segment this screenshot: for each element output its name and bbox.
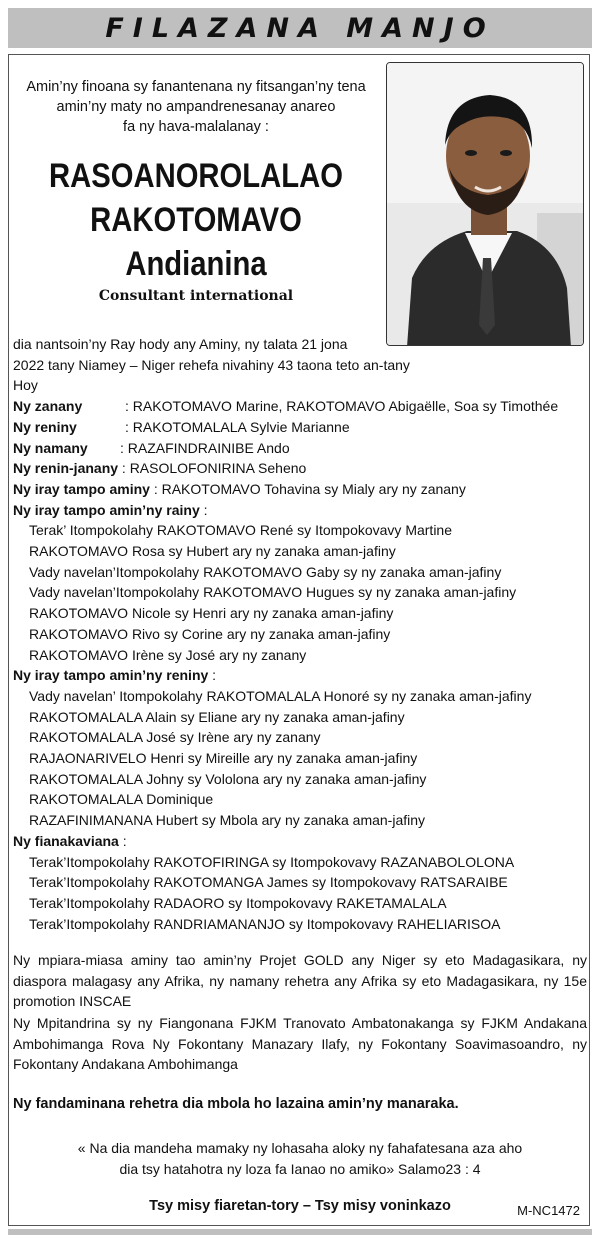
list-item: RAKOTOMALALA Dominique <box>29 791 214 808</box>
portrait-photo <box>386 62 584 346</box>
list-item: RAKOTOMALALA José sy Irène ary ny zanany <box>29 729 321 746</box>
header-banner <box>8 8 592 48</box>
relative-row <box>13 479 558 500</box>
list-item: RAKOTOMALALA Alain sy Eliane ary ny zanaka aman-jafiny <box>29 708 405 725</box>
group-heading <box>13 665 558 686</box>
relative-row <box>13 438 558 459</box>
list-item: Terak’Itompokolahy RAKOTOFIRINGA sy Itompokovavy RAZANABOLOLONA <box>29 853 515 870</box>
header-title: FILAZANA MANJO <box>105 12 495 44</box>
list-item: RAJAONARIVELO Henri sy Mireille ary ny zanaka aman-jafiny <box>29 750 418 767</box>
group-suffix: : <box>199 501 208 518</box>
list-item: Vady navelan’Itompokolahy RAKOTOMAVO Gaby sy ny zanaka aman-jafiny <box>29 563 502 580</box>
list-item: Vady navelan’Itompokolahy RAKOTOMAVO Hugues sy ny zanaka aman-jafiny <box>29 584 517 601</box>
list-item: RAKOTOMAVO Irène sy José ary ny zanany <box>29 646 307 663</box>
relative-value: : RAZAFINDRAINIBE Ando <box>120 439 290 456</box>
bottom-bar <box>8 1229 592 1235</box>
deceased-profession: Consultant international <box>98 288 294 304</box>
relative-row <box>13 458 558 479</box>
relative-label: Ny iray tampo aminy <box>13 480 150 497</box>
announcement-line: Hoy <box>13 377 38 394</box>
deceased-surname: RASOANOROLALAO <box>48 157 344 195</box>
portrait-photo-icon <box>387 63 584 346</box>
relative-label: Ny zanany <box>13 398 83 415</box>
deceased-family-name: RAKOTOMAVO <box>90 201 302 239</box>
intro-line: Amin’ny finoana sy fanantenana ny fitsangan’ny tena <box>26 79 366 95</box>
list-item: Vady navelan’ Itompokolahy RAKOTOMALALA Honoré sy ny zanaka aman-jafiny <box>29 687 532 704</box>
group-label: Ny fianakaviana <box>13 832 119 849</box>
list-item: Terak’Itompokolahy RAKOTOMANGA James sy Itompokovavy RATSARAIBE <box>29 874 508 891</box>
list-item: RAKOTOMAVO Rivo sy Corine ary ny zanaka aman-jafiny <box>29 625 391 642</box>
church-paragraph: Ny Mpitandrina sy ny Fiangonana FJKM Tranovato Ambatonakanga sy FJKM Andakana Ambohimanga Rova Ny Fokontany Manazary Ilafy, ny Fokontany Soavimasoandro, ny Fokontany Andakana Ambohimanga <box>13 1015 587 1073</box>
intro-line: amin’ny maty no ampandrenesanay anareo <box>56 99 336 115</box>
list-item: Terak’Itompokolahy RADAORO sy Itompokovavy RAKETAMALALA <box>29 894 447 911</box>
announcement-body <box>13 334 558 934</box>
quote-line: dia tsy hatahotra ny loza fa Ianao no amiko» Salamo23 : 4 <box>119 1161 481 1177</box>
closing-note: Ny fandaminana rehetra dia mbola ho lazaina amin’ny manaraka. <box>13 1096 459 1112</box>
quote-line: « Na dia mandeha mamaky ny lohasaha aloky ny fahafatesana aza aho <box>77 1140 523 1156</box>
scripture-quote <box>20 1138 580 1180</box>
relative-label: Ny namany <box>13 439 88 456</box>
list-item: RAKOTOMALALA Johny sy Vololona ary ny zanaka aman-jafiny <box>29 770 427 787</box>
relative-value: : RAKOTOMAVO Tohavina sy Mialy ary ny zanany <box>153 480 466 497</box>
group-suffix: : <box>118 832 127 849</box>
relative-label: Ny renin-janany <box>13 460 119 477</box>
relative-row <box>13 417 558 438</box>
group-heading <box>13 500 558 521</box>
list-item: RAZAFINIMANANA Hubert sy Mbola ary ny zanaka aman-jafiny <box>29 812 426 829</box>
group-heading <box>13 831 558 852</box>
relative-row <box>13 396 558 417</box>
relative-value: : RAKOTOMALALA Sylvie Marianne <box>125 418 350 435</box>
list-item: Terak’Itompokolahy RANDRIAMANANJO sy Itompokovavy RAHELIARISOA <box>29 915 501 932</box>
intro-text <box>20 77 372 137</box>
list-item: RAKOTOMAVO Rosa sy Hubert ary ny zanaka aman-jafiny <box>29 543 396 560</box>
list-item: Terak’ Itompokolahy RAKOTOMAVO René sy Itompokovavy Martine <box>29 522 453 539</box>
footer-note: Tsy misy fiaretan-tory – Tsy misy voninkazo <box>149 1198 451 1214</box>
group-suffix: : <box>208 667 217 684</box>
announcement-line: dia nantsoin’ny Ray hody any Aminy, ny talata 21 jona <box>13 336 348 352</box>
colleagues-paragraph: Ny mpiara-miasa aminy tao amin’ny Projet GOLD any Niger sy eto Madagasikara, ny diaspora malagasy any Afrika, ny namany rehetra any Afrika sy eto Madagasikara, ny 15e promotion INSCAE <box>13 952 587 1010</box>
reference-code: M-NC1472 <box>517 1203 580 1218</box>
relative-value: : RASOLOFONIRINA Seheno <box>121 460 307 477</box>
deceased-first-name: Andianina <box>125 245 267 283</box>
relative-label: Ny reniny <box>13 418 77 435</box>
group-label: Ny iray tampo amin’ny rainy <box>13 501 200 518</box>
intro-line: fa ny hava-malalanay : <box>123 119 269 135</box>
list-item: RAKOTOMAVO Nicole sy Henri ary ny zanaka aman-jafiny <box>29 605 394 622</box>
group-label: Ny iray tampo amin’ny reniny <box>13 667 209 684</box>
announcement-line: 2022 tany Niamey – Niger rehefa nivahiny 43 taona teto an-tany <box>13 356 410 373</box>
relative-value: : RAKOTOMAVO Marine, RAKOTOMAVO Abigaëlle, Soa sy Timothée <box>125 398 559 415</box>
